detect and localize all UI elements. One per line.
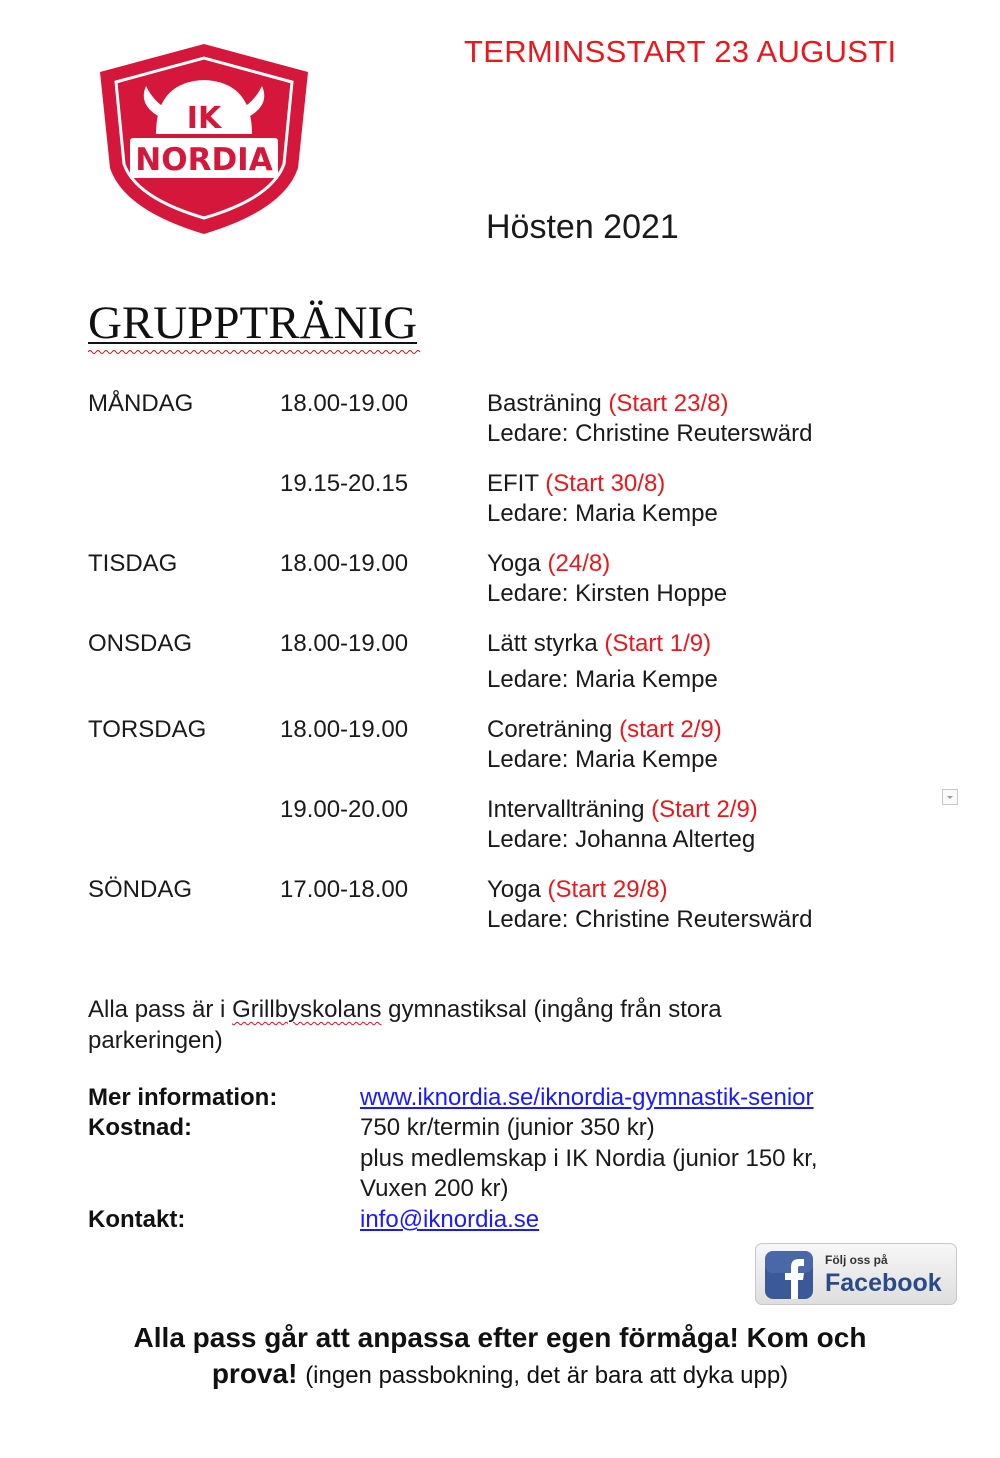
ik-nordia-logo [94, 42, 314, 236]
logo-top-text: IK [186, 101, 222, 136]
activity-leader: Ledare: Maria Kempe [487, 666, 718, 693]
facebook-follow-small: Följ oss på [825, 1253, 888, 1267]
location-note [88, 994, 808, 1056]
activity-start: (Start 30/8) [545, 470, 666, 497]
season-title: Hösten 2021 [486, 208, 679, 246]
footer-note: (ingen passbokning, det är bara att dyka upp) [305, 1362, 789, 1389]
activity-start: (24/8) [547, 550, 611, 577]
contact-label: Kontakt: [88, 1206, 186, 1233]
day-thursday: TORSDAG [88, 716, 207, 743]
footer-bold-line1: Alla pass går att anpassa efter egen förmåga! Kom och [133, 1322, 867, 1353]
day-tuesday: TISDAG [88, 550, 178, 577]
activity-leader: Ledare: Maria Kempe [487, 746, 718, 773]
time-slot: 18.00-19.00 [280, 630, 409, 657]
facebook-label: Facebook [825, 1269, 942, 1297]
time-slot: 19.00-20.00 [280, 796, 409, 823]
activity-name [487, 389, 728, 419]
section-title: GRUPPTRÄNIG [88, 297, 418, 349]
time-slot: 18.00-19.00 [280, 390, 409, 417]
footer-callout [100, 1320, 900, 1394]
activity-leader: Ledare: Johanna Alterteg [487, 826, 756, 853]
location-note-before: Alla pass är i [88, 996, 226, 1023]
activity-start: (Start 29/8) [547, 876, 668, 903]
time-slot: 17.00-18.00 [280, 876, 409, 903]
day-sunday: SÖNDAG [88, 876, 193, 903]
activity-start: (Start 1/9) [604, 630, 712, 657]
activity-name [487, 795, 758, 825]
activity-name [487, 549, 610, 579]
activity-start: (Start 2/9) [651, 796, 758, 823]
cost-line: plus medlemskap i IK Nordia (junior 150 kr, [360, 1145, 818, 1172]
more-info-link[interactable]: www.iknordia.se/iknordia-gymnastik-senior [360, 1084, 814, 1111]
footer-bold-line2: prova! [211, 1358, 298, 1389]
facebook-follow-button[interactable] [755, 1243, 957, 1305]
cost-line: Vuxen 200 kr) [360, 1175, 509, 1202]
activity-label: Lätt styrka [487, 630, 598, 657]
activity-label: Yoga [487, 876, 541, 903]
more-info-label: Mer information: [88, 1084, 278, 1111]
contact-email-link[interactable]: info@iknordia.se [360, 1206, 540, 1233]
spellcheck-underline [88, 349, 422, 355]
activity-label: Basträning [487, 390, 602, 417]
location-school: Grillbyskolans [232, 996, 382, 1023]
activity-start: (start 2/9) [619, 716, 722, 743]
facebook-icon [764, 1250, 814, 1300]
day-wednesday: ONSDAG [88, 630, 193, 657]
activity-label: EFIT [487, 470, 539, 497]
chevron-down-icon[interactable] [942, 789, 958, 805]
day-monday: MÅNDAG [88, 390, 194, 417]
activity-name [487, 629, 711, 659]
activity-leader: Ledare: Maria Kempe [487, 500, 718, 527]
activity-start: (Start 23/8) [608, 390, 729, 417]
location-note-after: gymnastiksal (ingång från stora parkeringen) [88, 996, 722, 1054]
activity-name [487, 469, 665, 499]
time-slot: 18.00-19.00 [280, 550, 409, 577]
activity-label: Yoga [487, 550, 541, 577]
logo-bottom-text: NORDIA [135, 142, 273, 178]
term-start-headline: TERMINSSTART 23 AUGUSTI [464, 34, 897, 69]
cost-line: 750 kr/termin (junior 350 kr) [360, 1114, 655, 1141]
activity-name [487, 875, 668, 905]
activity-name [487, 715, 722, 745]
time-slot: 19.15-20.15 [280, 470, 409, 497]
activity-leader: Ledare: Christine Reuterswärd [487, 420, 813, 447]
activity-leader: Ledare: Christine Reuterswärd [487, 906, 813, 933]
activity-label: Coreträning [487, 716, 613, 743]
activity-leader: Ledare: Kirsten Hoppe [487, 580, 728, 607]
cost-label: Kostnad: [88, 1114, 192, 1141]
activity-label: Intervallträning [487, 796, 645, 823]
time-slot: 18.00-19.00 [280, 716, 409, 743]
